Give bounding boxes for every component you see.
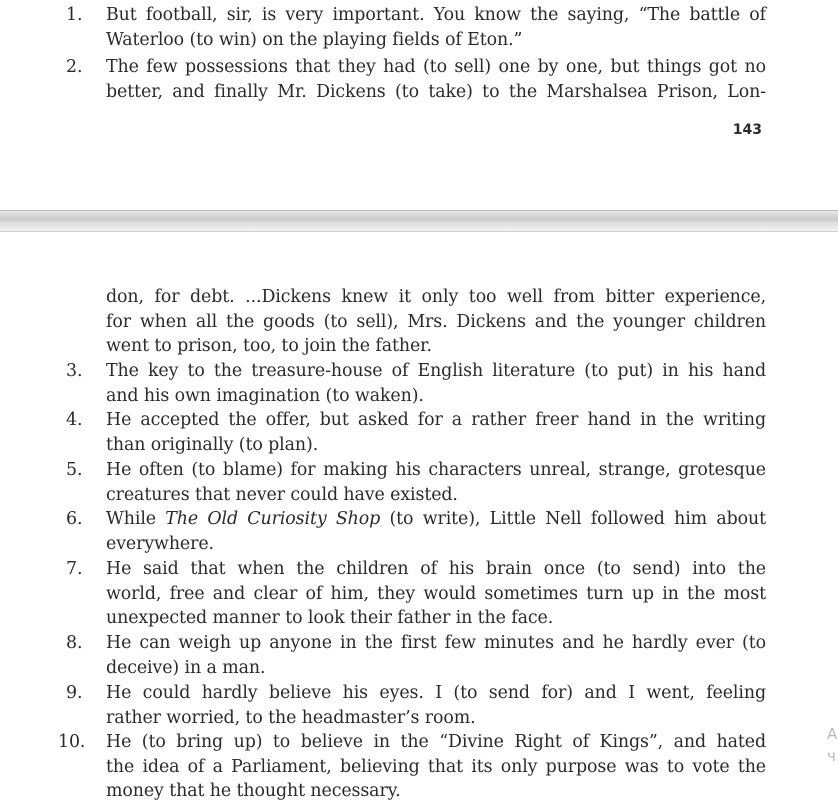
item-line: He can weigh up anyone in the first few minutes and he hardly ever (to — [106, 633, 766, 653]
item-text — [106, 55, 766, 104]
item-line: The key to the treasure-house of English literature (to put) in his hand — [106, 361, 766, 381]
item-number: 10. — [58, 732, 86, 752]
item-number: 1. — [66, 5, 83, 25]
item-line: But football, sir, is very important. You know the saying, “The battle of — [106, 5, 766, 25]
item-number: 9. — [66, 683, 83, 703]
item-text — [106, 631, 766, 680]
item-text — [106, 285, 766, 359]
item-text — [106, 730, 766, 804]
item-text — [106, 557, 766, 631]
item-line: He said that when the children of his brain once (to send) into the — [106, 559, 766, 579]
item-text — [106, 3, 766, 52]
book-title: The Old Curiosity Shop — [165, 509, 381, 529]
item-line: than originally (to plan). — [106, 434, 319, 455]
item-line-part: (to write), Little Nell followed him about — [380, 509, 766, 529]
item-number: 5. — [66, 460, 83, 480]
page-number: 143 — [732, 122, 762, 138]
page-separator — [0, 210, 838, 232]
item-text — [106, 408, 766, 457]
bottom-page — [0, 230, 838, 807]
item-line: rather worried, to the headmaster’s room. — [106, 707, 476, 728]
item-line: better, and finally Mr. Dickens (to take) to the Marshalsea Prison, Lon- — [106, 81, 766, 102]
item-line: He accepted the offer, but asked for a rather freer hand in the writing — [106, 410, 766, 430]
item-number: 3. — [66, 361, 83, 381]
item-text — [106, 458, 766, 507]
item-line-part: While — [106, 509, 166, 529]
item-line: The few possessions that they had (to sell) one by one, but things got no — [106, 57, 766, 77]
item-line: He often (to blame) for making his characters unreal, strange, grotesque — [106, 460, 766, 480]
item-number: 8. — [66, 633, 83, 653]
edge-mark: A — [827, 725, 838, 743]
item-line: for when all the goods (to sell), Mrs. Dickens and the younger children — [106, 311, 766, 332]
item-line: don, for debt. ...Dickens knew it only too well from bitter experience, — [106, 287, 766, 307]
item-line — [106, 507, 766, 532]
item-text — [106, 507, 766, 556]
edge-mark: ч — [827, 747, 836, 765]
item-line: creatures that never could have existed. — [106, 484, 458, 505]
item-text — [106, 359, 766, 408]
item-number: 2. — [66, 57, 83, 77]
item-line: everywhere. — [106, 533, 214, 554]
item-line: and his own imagination (to waken). — [106, 385, 424, 406]
item-line: deceive) in a man. — [106, 657, 266, 678]
item-line: He could hardly believe his eyes. I (to send for) and I went, feeling — [106, 683, 766, 703]
item-number: 6. — [66, 509, 83, 529]
item-line: the idea of a Parliament, believing that its only purpose was to vote the — [106, 756, 766, 777]
item-line: world, free and clear of him, they would sometimes turn up in the most — [106, 583, 766, 604]
item-line: money that he thought necessary. — [106, 781, 401, 802]
item-line: unexpected manner to look their father in the face. — [106, 608, 554, 629]
item-text — [106, 681, 766, 730]
item-number: 7. — [66, 559, 83, 579]
item-line: Waterloo (to win) on the playing fields of Eton.” — [106, 29, 523, 50]
top-page — [0, 0, 838, 210]
item-number: 4. — [66, 410, 83, 430]
item-line: went to prison, too, to join the father. — [106, 336, 432, 357]
item-line: He (to bring up) to believe in the “Divine Right of Kings”, and hated — [106, 732, 766, 752]
